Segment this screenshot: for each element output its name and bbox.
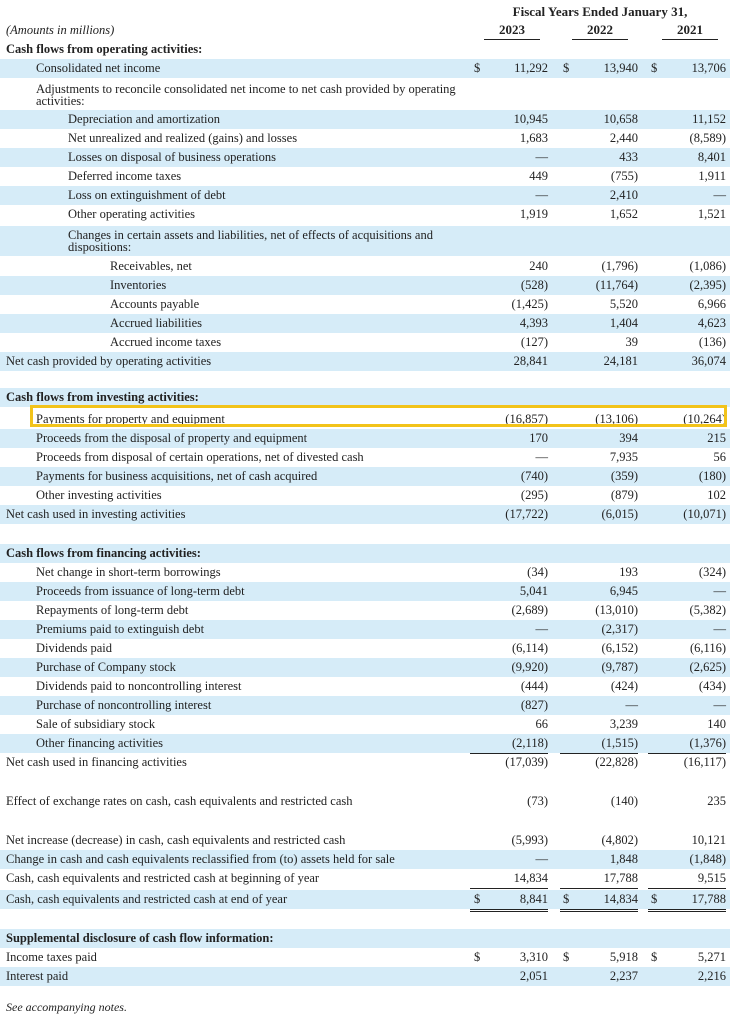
table-row [0, 186, 730, 205]
value-2022: (4,802) [601, 833, 638, 847]
table-row [0, 677, 730, 696]
table-row [0, 890, 730, 909]
row-label: Net change in short-term borrowings [36, 565, 221, 579]
value-2022: (755) [610, 169, 638, 183]
value-2021: (180) [698, 469, 726, 483]
table-row [0, 850, 730, 869]
table-row [0, 601, 730, 620]
row-label: Cash flows from financing activities: [6, 546, 201, 560]
value-2022: 5,520 [609, 297, 638, 311]
row-label: Income taxes paid [6, 950, 97, 964]
currency-symbol: $ [474, 950, 481, 964]
value-2023: (295) [470, 486, 548, 506]
table-row [0, 40, 730, 59]
table-row [0, 295, 730, 314]
value-2021: — [713, 622, 726, 636]
value-2022: 14,834 [560, 890, 638, 912]
row-label: Losses on disposal of business operations [68, 150, 276, 164]
table-row [0, 314, 730, 333]
table-row [0, 59, 730, 78]
value-2023: (827) [520, 698, 548, 712]
currency-symbol: $ [563, 950, 570, 964]
value-2022: 24,181 [603, 354, 638, 368]
value-2021: 10,121 [691, 833, 726, 847]
row-label: Proceeds from the disposal of property and equipment [36, 431, 308, 445]
value-2022: 1,404 [609, 316, 638, 330]
value-2022: (359) [610, 469, 638, 483]
row-label: Accrued liabilities [110, 316, 202, 330]
value-2023: 11,292 [514, 61, 548, 75]
row-label: Adjustments to reconcile consolidated net income to net cash provided by operating activities: [36, 82, 456, 108]
value-2022: 2,237 [609, 969, 638, 983]
value-2022: 39 [560, 333, 638, 353]
row-label: Dividends paid [36, 641, 113, 655]
table-row [0, 734, 730, 753]
row-label: Purchase of noncontrolling interest [36, 698, 212, 712]
currency-symbol: $ [563, 892, 570, 906]
value-2022: (2,317) [601, 622, 638, 636]
value-2021: 140 [707, 717, 726, 731]
value-2021: (2,625) [689, 660, 726, 674]
value-2021: 8,401 [697, 150, 726, 164]
table-row [0, 544, 730, 563]
row-label: Sale of subsidiary stock [36, 717, 156, 731]
value-2023: (9,920) [511, 660, 548, 674]
value-2022: (9,787) [601, 660, 638, 674]
value-2023: 2,051 [519, 969, 548, 983]
row-label: Other financing activities [36, 736, 164, 750]
year-2021-header: 2021 [662, 22, 718, 40]
table-row [0, 869, 730, 888]
row-label: Consolidated net income [36, 61, 161, 75]
value-2023: — [535, 450, 548, 464]
currency-symbol: $ [474, 892, 481, 906]
value-2021: (324) [698, 565, 726, 579]
table-row [0, 429, 730, 448]
value-2022: (11,764) [595, 278, 638, 292]
row-label: Receivables, net [110, 259, 192, 273]
row-label: Changes in certain assets and liabilities, net of effects of acquisitions and dispositions: [68, 228, 433, 254]
value-2022: 13,940 [603, 61, 638, 75]
row-label: Supplemental disclosure of cash flow information: [6, 931, 274, 945]
value-2022: 3,239 [609, 717, 638, 731]
value-2023: — [535, 188, 548, 202]
table-row [0, 753, 730, 772]
table-row [0, 582, 730, 601]
table-row [0, 448, 730, 467]
value-2021: 11,152 [692, 112, 726, 126]
row-label: Other investing activities [36, 488, 162, 502]
row-label: Cash, cash equivalents and restricted cash at beginning of year [6, 871, 320, 885]
value-2022: (13,106) [595, 412, 638, 426]
value-2021: 2,216 [697, 969, 726, 983]
value-2022: 7,935 [609, 450, 638, 464]
value-2023: 14,834 [470, 869, 548, 889]
value-2021: (6,116) [690, 641, 726, 655]
row-label: Deferred income taxes [68, 169, 182, 183]
value-2023: 66 [535, 717, 548, 731]
value-2023: (34) [527, 565, 548, 579]
value-2023: 4,393 [519, 316, 548, 330]
table-row [0, 257, 730, 276]
value-2021: — [713, 698, 726, 712]
value-2021: 102 [648, 486, 726, 506]
value-2021: 9,515 [648, 869, 726, 889]
table-row [0, 167, 730, 186]
table-row [0, 639, 730, 658]
year-2023-header: 2023 [484, 22, 540, 40]
value-2023: 28,841 [513, 354, 548, 368]
value-2023: 170 [529, 431, 548, 445]
value-2021: (5,382) [689, 603, 726, 617]
row-label: Payments for business acquisitions, net of cash acquired [36, 469, 318, 483]
table-row [0, 226, 730, 256]
value-2022: (6,015) [601, 507, 638, 521]
table-row [0, 929, 730, 948]
table-row [0, 715, 730, 734]
value-2023: 240 [529, 259, 548, 273]
value-2022: 5,918 [609, 950, 638, 964]
currency-symbol: $ [651, 61, 658, 75]
currency-symbol: $ [651, 892, 658, 906]
table-row [0, 696, 730, 715]
value-2022: (1,796) [601, 259, 638, 273]
row-label: Net unrealized and realized (gains) and losses [68, 131, 298, 145]
row-label: Inventories [110, 278, 167, 292]
value-2023: (6,114) [512, 641, 548, 655]
row-label: Effect of exchange rates on cash, cash equivalents and restricted cash [6, 794, 353, 808]
value-2022: (1,515) [560, 734, 638, 754]
value-2021: (16,117) [683, 755, 726, 769]
value-2021: 1,911 [698, 169, 726, 183]
value-2023: 10,945 [513, 112, 548, 126]
table-row [0, 467, 730, 486]
value-2023: (17,039) [505, 755, 548, 769]
table-row [0, 505, 730, 524]
currency-symbol: $ [563, 61, 570, 75]
row-label: Net cash provided by operating activities [6, 354, 212, 368]
row-label: Other operating activities [68, 207, 196, 221]
row-label: Interest paid [6, 969, 69, 983]
row-label: Dividends paid to noncontrolling interest [36, 679, 242, 693]
value-2023: 1,683 [519, 131, 548, 145]
value-2023: (16,857) [505, 412, 548, 426]
value-2023: — [535, 852, 548, 866]
currency-symbol: $ [474, 61, 481, 75]
value-2023: — [535, 622, 548, 636]
value-2021: — [713, 584, 726, 598]
value-2023: (73) [527, 794, 548, 808]
value-2021: 17,788 [648, 890, 726, 912]
table-row [0, 276, 730, 295]
row-label: Cash flows from operating activities: [6, 42, 203, 56]
row-label: Cash flows from investing activities: [6, 390, 199, 404]
table-row [0, 563, 730, 582]
value-2022: — [625, 698, 638, 712]
value-2021: (1,086) [689, 259, 726, 273]
row-label: Cash, cash equivalents and restricted cash at end of year [6, 892, 288, 906]
currency-symbol: $ [651, 950, 658, 964]
table-row [0, 148, 730, 167]
value-2021: 6,966 [697, 297, 726, 311]
table-row [0, 205, 730, 224]
value-2021: 215 [707, 431, 726, 445]
value-2022: (879) [560, 486, 638, 506]
value-2021: (434) [698, 679, 726, 693]
row-label: Depreciation and amortization [68, 112, 221, 126]
row-label: Proceeds from issuance of long-term debt [36, 584, 245, 598]
value-2023: (740) [520, 469, 548, 483]
row-label: Net cash used in investing activities [6, 507, 186, 521]
row-label: Accrued income taxes [110, 335, 222, 349]
table-row [0, 110, 730, 129]
value-2021: (8,589) [689, 131, 726, 145]
fiscal-years-header: Fiscal Years Ended January 31, [512, 4, 688, 19]
value-2022: (140) [610, 794, 638, 808]
value-2022: (6,152) [601, 641, 638, 655]
value-2022: 2,410 [609, 188, 638, 202]
row-label: Payments for property and equipment [36, 412, 225, 426]
value-2022: 2,440 [609, 131, 638, 145]
row-label: Change in cash and cash equivalents reclassified from (to) assets held for sale [6, 852, 395, 866]
value-2022: (424) [610, 679, 638, 693]
value-2022: 17,788 [560, 869, 638, 889]
table-row [0, 129, 730, 148]
value-2022: 1,848 [609, 852, 638, 866]
row-label: Net increase (decrease) in cash, cash equivalents and restricted cash [6, 833, 346, 847]
value-2023: (444) [520, 679, 548, 693]
table-row [0, 80, 730, 110]
value-2023: (2,689) [511, 603, 548, 617]
amounts-units-note: (Amounts in millions) [6, 23, 115, 37]
value-2023: (17,722) [505, 507, 548, 521]
value-2021: (1,848) [689, 852, 726, 866]
table-row [0, 486, 730, 505]
value-2021: 235 [707, 794, 726, 808]
value-2023: (5,993) [511, 833, 548, 847]
footnote: See accompanying notes. [6, 1000, 127, 1014]
value-2023: (1,425) [511, 297, 548, 311]
value-2023: 3,310 [519, 950, 548, 964]
row-label: Premiums paid to extinguish debt [36, 622, 205, 636]
table-row [0, 352, 730, 371]
table-row [0, 658, 730, 677]
value-2021: 4,623 [697, 316, 726, 330]
value-2023: 5,041 [519, 584, 548, 598]
value-2022: 193 [619, 565, 638, 579]
table-row [0, 620, 730, 639]
row-label: Loss on extinguishment of debt [68, 188, 226, 202]
value-2021: 36,074 [691, 354, 726, 368]
year-2022-header: 2022 [572, 22, 628, 40]
value-2022: 6,945 [609, 584, 638, 598]
table-row [0, 948, 730, 967]
value-2023: (528) [520, 278, 548, 292]
value-2021: (1,376) [648, 734, 726, 754]
row-label: Proceeds from disposal of certain operations, net of divested cash [36, 450, 364, 464]
row-label: Net cash used in financing activities [6, 755, 187, 769]
value-2021: 1,521 [697, 207, 726, 221]
value-2021: (2,395) [689, 278, 726, 292]
value-2023: (127) [470, 333, 548, 353]
value-2022: 1,652 [609, 207, 638, 221]
value-2022: (22,828) [595, 755, 638, 769]
value-2023: 449 [529, 169, 548, 183]
value-2021: 56 [713, 450, 726, 464]
highlight-box [30, 405, 727, 427]
value-2023: — [535, 150, 548, 164]
table-row [0, 831, 730, 850]
value-2022: (13,010) [595, 603, 638, 617]
value-2021: (10,264) [683, 412, 726, 426]
value-2022: 433 [619, 150, 638, 164]
value-2022: 10,658 [603, 112, 638, 126]
row-label: Accounts payable [110, 297, 200, 311]
value-2021: — [713, 188, 726, 202]
value-2021: (10,071) [683, 507, 726, 521]
value-2023: 1,919 [519, 207, 548, 221]
value-2023: (2,118) [470, 734, 548, 754]
value-2023: 8,841 [470, 890, 548, 912]
value-2021: (136) [648, 333, 726, 353]
table-row [0, 792, 730, 811]
value-2021: 5,271 [697, 950, 726, 964]
row-label: Purchase of Company stock [36, 660, 176, 674]
table-row [0, 333, 730, 352]
value-2022: 394 [619, 431, 638, 445]
value-2021: 13,706 [691, 61, 726, 75]
table-row [0, 967, 730, 986]
row-label: Repayments of long-term debt [36, 603, 189, 617]
